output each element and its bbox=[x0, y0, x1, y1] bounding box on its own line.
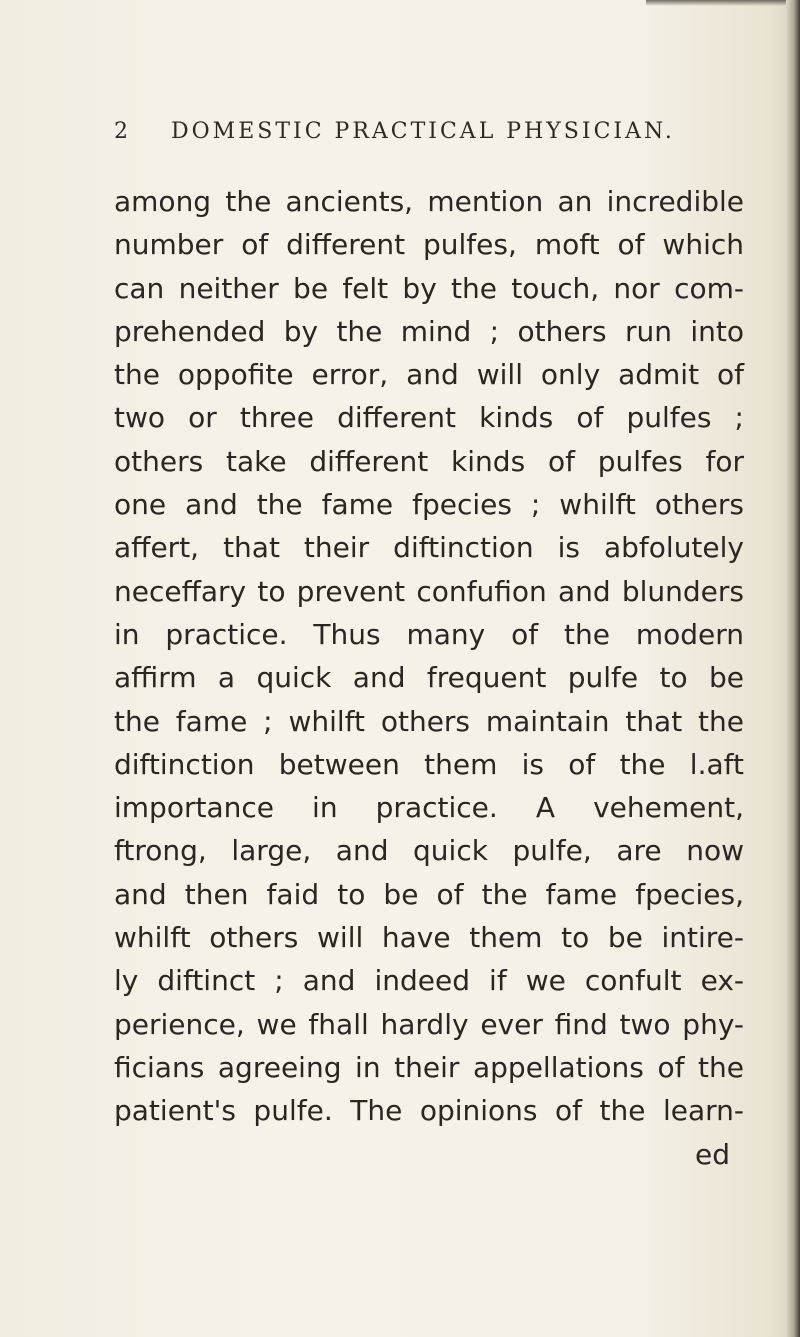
text-line: whilft others will have them to be intire- bbox=[114, 921, 744, 955]
text-line: affert, that their diftinction is abfolutely bbox=[114, 531, 744, 565]
text-line: perience, we fhall hardly ever find two phy- bbox=[114, 1007, 744, 1041]
page-number: 2 bbox=[114, 118, 131, 144]
text-line: importance in practice. A vehement, bbox=[114, 791, 744, 825]
text-line: ftrong, large, and quick pulfe, are now bbox=[114, 834, 744, 868]
body-text bbox=[114, 180, 744, 1176]
text-line: ficians agreeing in their appellations of the bbox=[114, 1050, 744, 1084]
catchword: ed bbox=[695, 1137, 730, 1171]
text-line: neceffary to prevent confufion and blunders bbox=[114, 574, 744, 608]
running-title: DOMESTIC PRACTICAL PHYSICIAN. bbox=[171, 118, 675, 144]
text-line: the oppofite error, and will only admit of bbox=[114, 358, 744, 392]
text-line: can neither be felt by the touch, nor com- bbox=[114, 271, 744, 305]
text-line: in practice. Thus many of the modern bbox=[114, 617, 744, 651]
text-line: ly diftinct ; and indeed if we confult ex- bbox=[114, 964, 744, 998]
page-shadow-top bbox=[646, 0, 786, 6]
text-line: affirm a quick and frequent pulfe to be bbox=[114, 661, 744, 695]
text-line: among the ancients, mention an incredible bbox=[114, 185, 744, 218]
text-line: others take different kinds of pulfes for bbox=[114, 444, 744, 478]
text-line: two or three different kinds of pulfes ; bbox=[114, 401, 744, 435]
text-line: prehended by the mind ; others run into bbox=[114, 314, 744, 348]
text-line: and then faid to be of the fame fpecies, bbox=[114, 877, 744, 911]
page-spine-shadow bbox=[786, 0, 800, 1337]
text-line: the fame ; whilft others maintain that the bbox=[114, 704, 744, 738]
running-head bbox=[114, 111, 704, 151]
text-line: one and the fame fpecies ; whilft others bbox=[114, 488, 744, 522]
text-line: diftinction between them is of the l.aft bbox=[114, 747, 744, 781]
text-line: number of different pulfes, moft of which bbox=[114, 228, 744, 262]
text-line: patient's pulfe. The opinions of the learn- bbox=[114, 1094, 744, 1128]
